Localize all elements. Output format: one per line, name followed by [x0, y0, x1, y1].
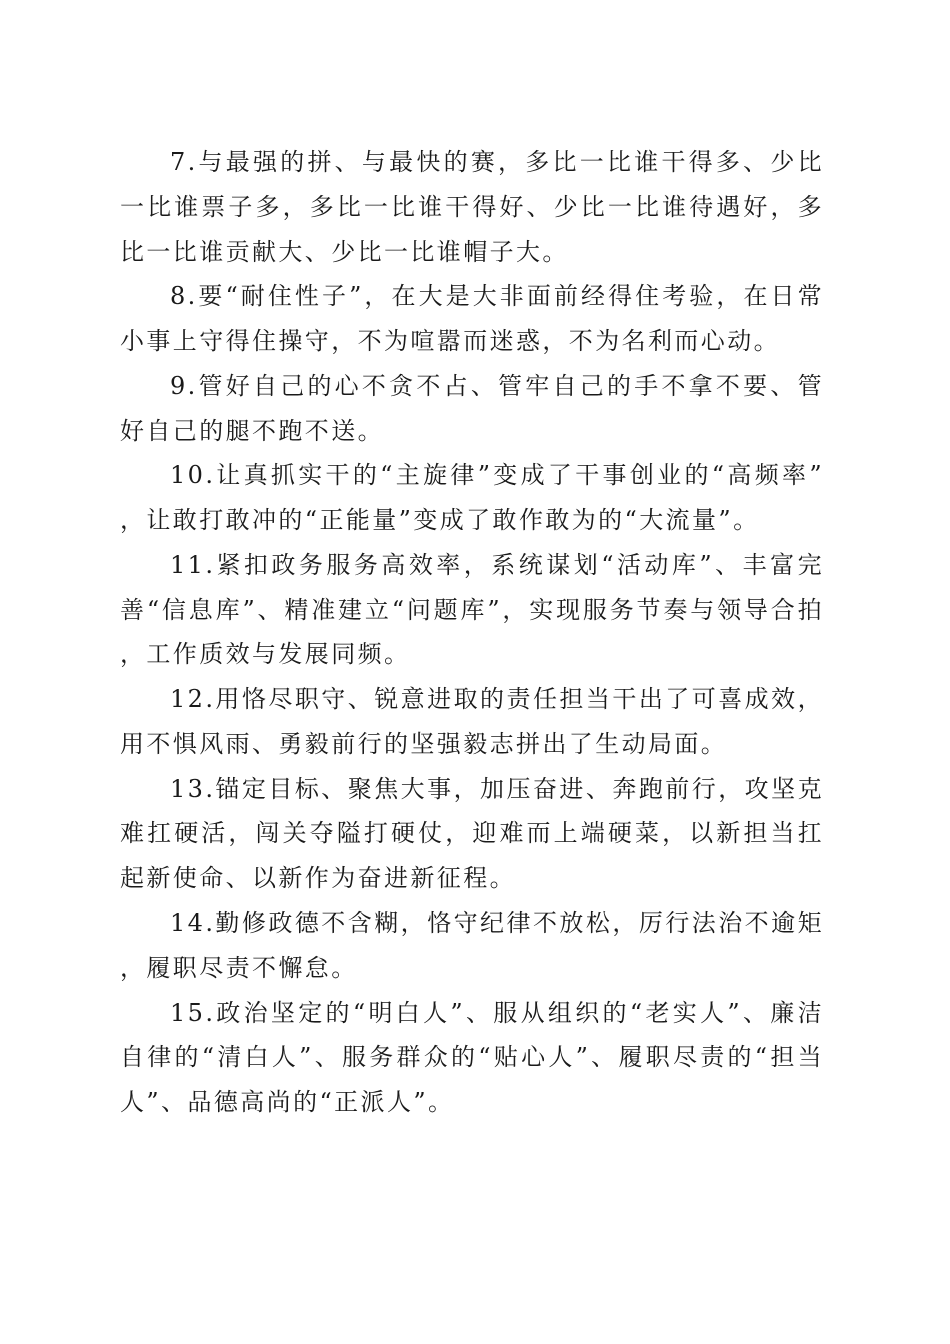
paragraph-item-13: 13.锚定目标、聚焦大事，加压奋进、奔跑前行，攻坚克难扛硬活，闯关夺隘打硬仗，迎难而上端硬菜，以新担当扛起新使命、以新作为奋进新征程。 — [120, 774, 824, 893]
paragraph-item-15: 15.政治坚定的“明白人”、服从组织的“老实人”、廉洁自律的“清白人”、服务群众的“贴心人”、履职尽责的“担当人”、品德高尚的“正派人”。 — [120, 998, 824, 1117]
paragraph-item-10: 10.让真抓实干的“主旋律”变成了干事创业的“高频率”，让敢打敢冲的“正能量”变成了敢作敢为的“大流量”。 — [120, 461, 824, 535]
paragraph-item-12: 12.用恪尽职守、锐意进取的责任担当干出了可喜成效，用不惧风雨、勇毅前行的坚强毅志拼出了生动局面。 — [120, 685, 824, 758]
paragraph-item-8: 8.要“耐住性子”，在大是大非面前经得住考验，在日常小事上守得住操守，不为喧嚣而迷惑，不为名利而心动。 — [120, 282, 824, 356]
paragraph-item-14: 14.勤修政德不含糊，恪守纪律不放松，厉行法治不逾矩，履职尽责不懈怠。 — [120, 909, 824, 982]
paragraph-item-9: 9.管好自己的心不贪不占、管牢自己的手不拿不要、管好自己的腿不跑不送。 — [120, 371, 824, 445]
paragraph-item-11: 11.紧扣政务服务高效率，系统谋划“活动库”、丰富完善“信息库”、精准建立“问题库”，实现服务节奏与领导合拍，工作质效与发展同频。 — [120, 550, 824, 669]
paragraph-item-7: 7.与最强的拼、与最快的赛，多比一比谁干得多、少比一比谁票子多，多比一比谁干得好、少比一比谁待遇好，多比一比谁贡献大、少比一比谁帽子大。 — [120, 148, 824, 266]
document-page — [120, 140, 824, 1125]
